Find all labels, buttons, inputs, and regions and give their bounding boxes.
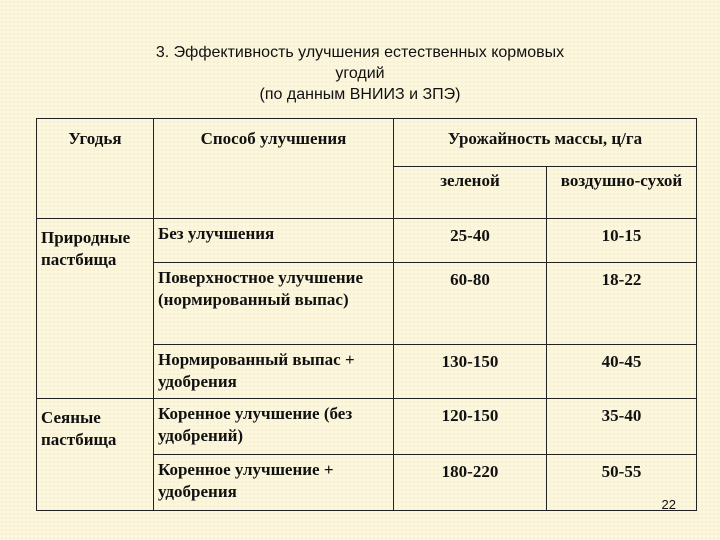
category-natural: Природные пастбища	[37, 219, 154, 399]
header-method: Способ улучшения	[154, 119, 394, 219]
dry-cell: 18-22	[547, 263, 697, 345]
green-cell: 120-150	[394, 399, 547, 455]
slide-title	[60, 42, 660, 105]
green-cell: 130-150	[394, 345, 547, 399]
dry-cell: 35-40	[547, 399, 697, 455]
dry-cell: 10-15	[547, 219, 697, 263]
table-row	[37, 399, 697, 455]
green-cell: 180-220	[394, 455, 547, 511]
title-line-2: угодий	[335, 65, 385, 82]
table-row	[37, 219, 697, 263]
page-number: 22	[661, 497, 676, 512]
method-cell: Коренное улучшение + удобрения	[154, 455, 394, 511]
dry-cell: 40-45	[547, 345, 697, 399]
header-yield: Урожайность массы, ц/га	[394, 119, 697, 167]
header-land-type: Угодья	[37, 119, 154, 219]
header-green: зеленой	[394, 167, 547, 219]
method-cell: Коренное улучшение (без удобрений)	[154, 399, 394, 455]
method-cell: Нормированный выпас + удобрения	[154, 345, 394, 399]
title-line-1: 3. Эффективность улучшения естественных кормовых	[155, 44, 565, 61]
title-line-3: (по данным ВНИИЗ и ЗПЭ)	[259, 86, 461, 103]
method-cell: Поверхностное улучшение (нормированный выпас)	[154, 263, 394, 345]
method-cell: Без улучшения	[154, 219, 394, 263]
header-dry: воздушно-сухой	[547, 167, 697, 219]
yield-table	[36, 118, 697, 511]
dry-cell: 50-55	[547, 455, 697, 511]
green-cell: 25-40	[394, 219, 547, 263]
category-sown: Сеяные пастбища	[37, 399, 154, 511]
green-cell: 60-80	[394, 263, 547, 345]
